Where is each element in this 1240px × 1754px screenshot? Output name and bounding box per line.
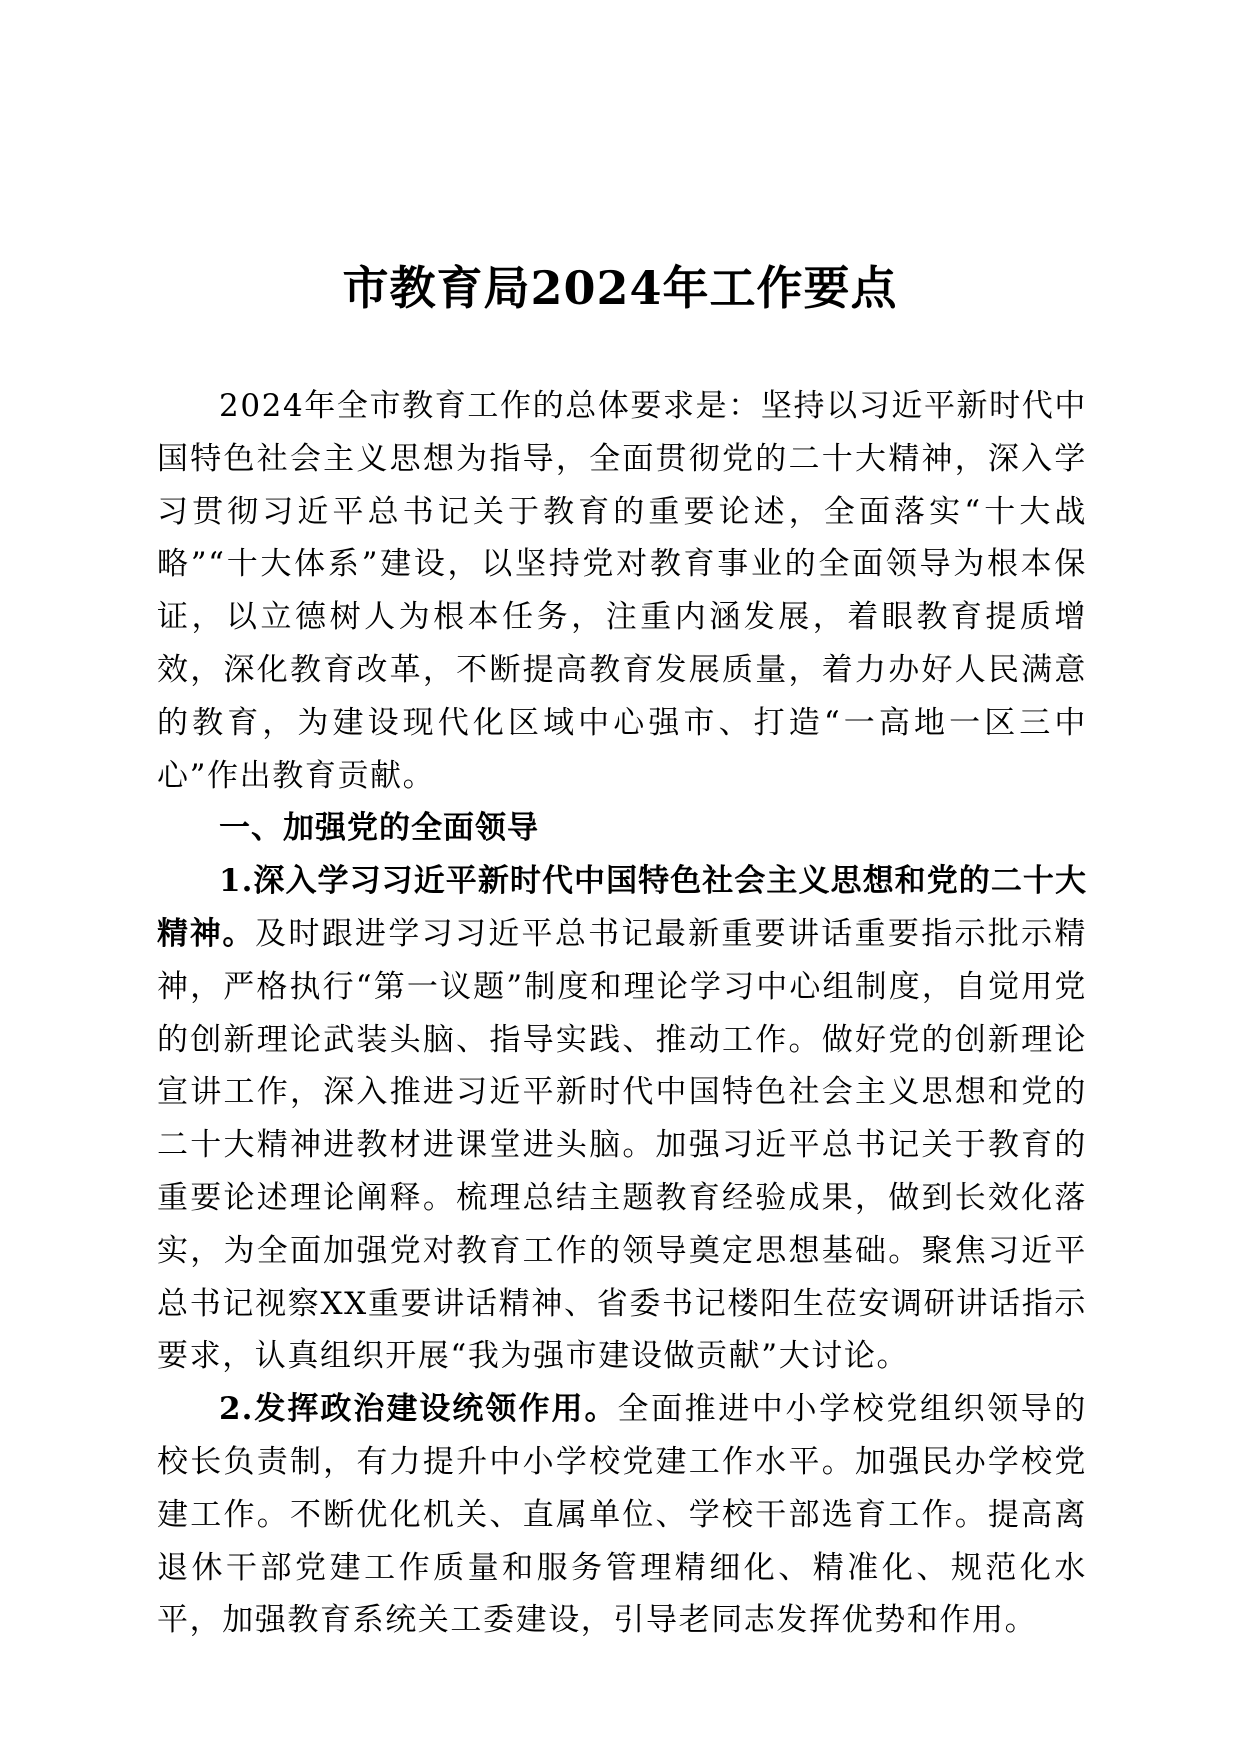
document-title: 市教育局2024年工作要点 <box>342 261 898 315</box>
item-paragraph-1 <box>157 855 1087 1383</box>
document-body <box>157 380 1087 1647</box>
item-lead: 1.深入学习习近平新时代中国特色社会主义思想和党的二十大精神。 <box>157 863 1087 952</box>
item-text: 及时跟进学习习近平总书记最新重要讲话重要指示批示精神，严格执行“第一议题”制度和理论学习中心组制度，自觉用党的创新理论武装头脑、指导实践、推动工作。做好党的创新理论宣讲工作，深入推进习近平新时代中国特色社会主义思想和党的二十大精神进教材进课堂进头脑。加强习近平总书记关于教育的重要论述理论阐释。梳理总结主题教育经验成果，做到长效化落实，为全面加强党对教育工作的领导奠定思想基础。聚焦习近平总书记视察XX重要讲话精神、省委书记楼阳生莅安调研讲话指示要求，认真组织开展“我为强市建设做贡献”大讨论。 <box>157 915 1088 1375</box>
item-text: 全面推进中小学校党组织领导的校长负责制，有力提升中小学校党建工作水平。加强民办学校党建工作。不断优化机关、直属单位、学校干部选育工作。提高离退休干部党建工作质量和服务管理精细化、精准化、规范化水平，加强教育系统关工委建设，引导老同志发挥优势和作用。 <box>157 1391 1087 1639</box>
item-paragraph-2 <box>157 1383 1087 1647</box>
section-heading: 一、加强党的全面领导 <box>219 810 539 847</box>
intro-paragraph: 2024年全市教育工作的总体要求是：坚持以习近平新时代中国特色社会主义思想为指导，全面贯彻党的二十大精神，深入学习贯彻习近平总书记关于教育的重要论述，全面落实“十大战略”“十大体系”建设，以坚持党对教育事业的全面领导为根本保证，以立德树人为根本任务，注重内涵发展，着眼教育提质增效，深化教育改革，不断提高教育发展质量，着力办好人民满意的教育，为建设现代化区域中心强市、打造“一高地一区三中心”作出教育贡献。 <box>157 388 1087 794</box>
item-lead: 2.发挥政治建设统领作用。 <box>219 1391 618 1428</box>
